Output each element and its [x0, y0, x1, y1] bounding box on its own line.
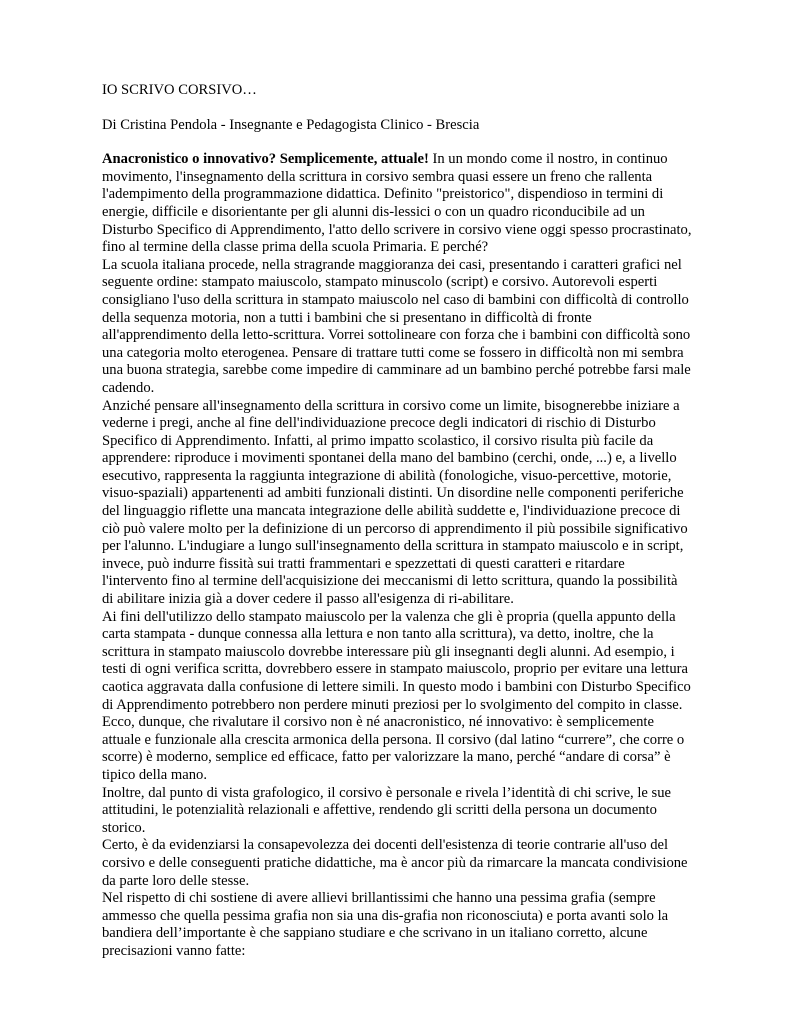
lead-heading: Anacronistico o innovativo? Semplicemente, attuale!	[102, 151, 429, 168]
body-paragraph: Nel rispetto di chi sostiene di avere allievi brillantissimi che hanno una pessima grafia (sempre ammesso che quella pessima grafia non sia una dis-grafia non riconosciuta) e porta avanti solo la bandiera dell’importante è che sappiano studiare e che scrivano in un italiano corretto, alcune precisazioni vanno fatte:	[102, 890, 669, 959]
document-page	[102, 82, 692, 961]
body-paragraph: La scuola italiana procede, nella stragrande maggioranza dei casi, presentando i caratteri grafici nel seguente ordine: stampato maiuscolo, stampato minuscolo (script) e corsivo. Autorevoli esperti consigliano l'uso della scrittura in stampato maiuscolo nel caso di bambini con difficoltà di controllo della sequenza motoria, non a tutti i bambini che si presentano in difficoltà di fronte all'apprendimento della letto-scrittura. Vorrei sottolineare con forza che i bambini con difficoltà sono una categoria molto eterogenea. Pensare di trattare tutti come se fossero in difficoltà non mi sembra una buona strategia, sarebbe come impedire di camminare ad un bambino perché potrebbe farsi male cadendo.	[102, 256, 691, 396]
lead-paragraph	[102, 151, 692, 257]
lead-text: In un mondo come il nostro, in continuo movimento, l'insegnamento della scrittura in corsivo sembra quasi essere un freno che rallenta l'adempimento della programmazione didattica. Definito "preistorico", dispendioso in termini di energie, difficile e disorientante per gli alunni dis-lessici o con un quadro riconducibile ad un Disturbo Specifico di Apprendimento, l'atto dello scrivere in corsivo viene oggi spesso procrastinato, fino al termine della classe prima della scuola Primaria. E perché?	[102, 151, 692, 256]
body-paragraph: Ai fini dell'utilizzo dello stampato maiuscolo per la valenza che gli è propria (quella appunto della carta stampata - dunque connessa alla lettura e non tanto alla scrittura), va detto, inoltre, che la scrittura in stampato maiuscolo dovrebbe interessare più gli insegnanti degli alunni. Ad esempio, i testi di ogni verifica scritta, dovrebbero essere in stampato maiuscolo, proprio per evitare una lettura caotica aggravata dalla confusione di lettere simili. In questo modo i bambini con Disturbo Specifico di Apprendimento potrebbero non perdere minuti preziosi per lo svolgimento del compito in classe.	[102, 608, 691, 713]
author-byline: Di Cristina Pendola - Insegnante e Pedagogista Clinico - Brescia	[102, 116, 480, 133]
body-paragraph: Inoltre, dal punto di vista grafologico, il corsivo è personale e rivela l’identità di chi scrive, le sue attitudini, le potenzialità relazionali e affettive, rendendo gli scritti della persona un documento storico.	[102, 784, 671, 836]
body-paragraph: Certo, è da evidenziarsi la consapevolezza dei docenti dell'esistenza di teorie contrarie all'uso del corsivo e delle conseguenti pratiche didattiche, ma è ancor più da rimarcare la mancata condivisione da parte loro delle stesse.	[102, 837, 688, 889]
document-title: IO SCRIVO CORSIVO…	[102, 82, 257, 98]
body-paragraph: Anziché pensare all'insegnamento della scrittura in corsivo come un limite, bisognerebbe iniziare a vederne i pregi, anche al fine dell'individuazione precoce degli indicatori di rischio di Disturbo Specifico di Apprendimento. Infatti, al primo impatto scolastico, il corsivo risulta più facile da apprendere: riproduce i movimenti spontanei della mano del bambino (cerchi, onde, ...) e, a livello esecutivo, rappresenta la raggiunta integrazione di abilità (fonologiche, visuo-percettive, motorie, visuo-spaziali) appartenenti ad ambiti funzionali distinti. Un disordine nelle componenti periferiche del linguaggio riflette una mancata integrazione delle abilità suddette e, l'individuazione precoce di ciò può valere molto per la definizione di un percorso di apprendimento il più possibile significativo per l'alunno. L'indugiare a lungo sull'insegnamento della scrittura in stampato maiuscolo e in script, invece, può indurre fissità sui tratti frammentari e spezzettati di questi caratteri e ritardare l'intervento fino al termine dell'acquisizione dei meccanismi di letto scrittura, quando la possibilità di abilitare inizia già a dover cedere il passo all'esigenza di ri-abilitare.	[102, 397, 688, 608]
body-paragraph: Ecco, dunque, che rivalutare il corsivo non è né anacronistico, né innovativo: è semplicemente attuale e funzionale alla crescita armonica della persona. Il corsivo (dal latino “currere”, che corre o scorre) è moderno, semplice ed efficace, fatto per valorizzare la mano, perché “andare di corsa” è tipico della mano.	[102, 714, 685, 783]
